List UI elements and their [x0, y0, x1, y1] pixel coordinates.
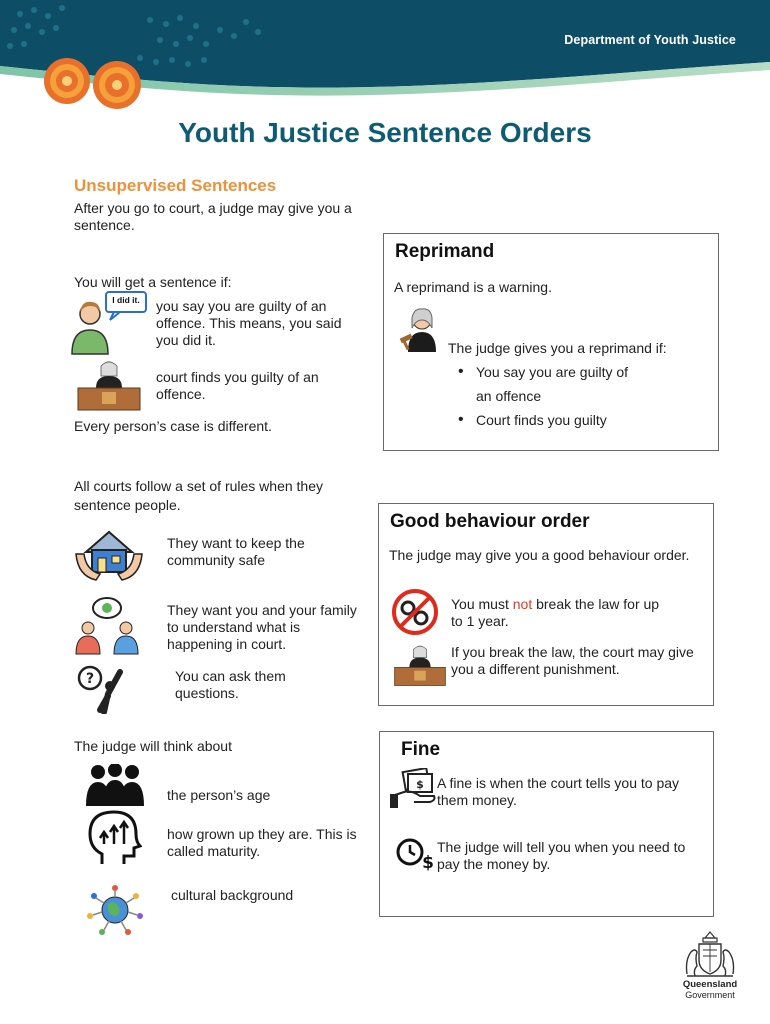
svg-text:$: $ [416, 778, 424, 791]
fine-box [379, 731, 714, 917]
people-group-icon [84, 764, 146, 808]
house-hands-icon [74, 524, 144, 584]
reprimand-box [383, 233, 719, 451]
growth-head-icon [86, 808, 142, 866]
reprimand-warning-text: A reprimand is a warning. [394, 279, 552, 295]
list-item: an offence [476, 388, 542, 404]
queensland-coat-of-arms [681, 930, 739, 980]
svg-text:?: ? [85, 671, 95, 687]
cultural-globe-icon [86, 884, 144, 936]
money-hand-icon [390, 768, 438, 810]
question-icon [76, 664, 132, 714]
fine-heading: Fine [401, 739, 441, 760]
fine-definition-text: A fine is when the court tells you to pay them money. [437, 775, 680, 808]
judge-gavel-icon [398, 308, 440, 352]
must-post-text: break the law for up to 1 year. [451, 596, 660, 629]
department-name: Department of Youth Justice [564, 33, 736, 47]
judge-think-text: The judge will think about [74, 738, 232, 754]
guilty-text: you say you are guilty of an offence. This means, you said you did it. [156, 298, 342, 348]
reprimand-gives-if-text: The judge gives you a reprimand if: [448, 340, 667, 356]
clock-money-icon [396, 836, 436, 872]
rules-intro-text: All courts follow a set of rules when they sentence people. [74, 478, 324, 513]
different-text: Every person’s case is different. [74, 418, 272, 434]
good-behaviour-intro-text: The judge may give you a good behaviour order. [389, 547, 690, 563]
break-law-text: If you break the law, the court may give you a different punishment. [451, 644, 694, 677]
community-safe-text: They want to keep the community safe [167, 535, 305, 568]
judge-bench-icon [76, 358, 142, 412]
ask-questions-text: You can ask them questions. [175, 668, 286, 701]
reprimand-conditions-list [454, 360, 704, 432]
age-text: the person’s age [167, 787, 271, 803]
good-behaviour-box [378, 503, 714, 706]
logo-government: Government [685, 990, 735, 1000]
good-behaviour-heading: Good behaviour order [390, 511, 590, 532]
judge-bench-icon [393, 638, 447, 692]
must-not-break-law-text [451, 596, 671, 630]
header-banner [0, 0, 770, 112]
sentence-if-text: You will get a sentence if: [74, 274, 232, 290]
list-item: • Court finds you guilty [454, 408, 704, 432]
family-talking-icon [74, 596, 140, 656]
cultural-text: cultural background [171, 887, 294, 903]
fine-when-pay-text: The judge will tell you when you need to pay the money by. [437, 839, 686, 872]
section-subtitle: Unsupervised Sentences [74, 176, 277, 195]
reprimand-heading: Reprimand [395, 241, 495, 262]
svg-text:$: $ [422, 853, 434, 872]
intro-text: After you go to court, a judge may give you a sentence. [74, 200, 352, 233]
list-item: • You say you are guilty of [454, 360, 704, 384]
sun-emblem-left [44, 58, 90, 104]
maturity-text: how grown up they are. This is called maturity. [167, 826, 357, 859]
court-finds-text: court finds you guilty of an offence. [156, 369, 319, 402]
must-pre-text: You must [451, 596, 513, 612]
family-understand-text: They want you and your family to understand what is happening in court. [167, 602, 357, 652]
sun-emblem-right [93, 61, 141, 109]
header-graphic [0, 0, 770, 112]
page-title: Youth Justice Sentence Orders [178, 117, 592, 148]
speech-bubble-text: I did it. [112, 295, 140, 305]
no-handcuffs-icon [391, 588, 439, 636]
logo-queensland: Queensland [682, 979, 738, 990]
not-highlight: not [512, 596, 533, 612]
